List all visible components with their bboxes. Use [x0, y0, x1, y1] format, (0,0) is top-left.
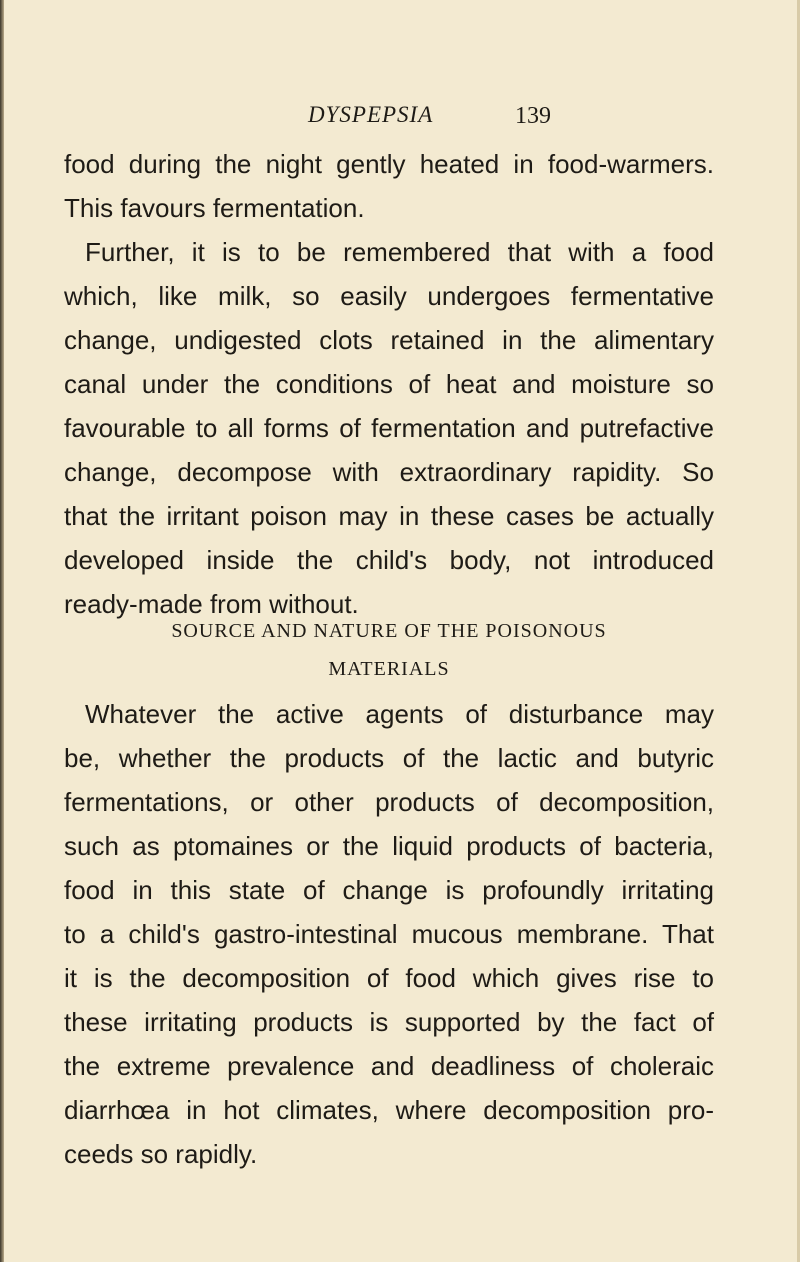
text-line: be, whether the products of the lactic and butyric	[64, 743, 714, 773]
body-text-top	[64, 142, 714, 626]
text-line: to a child's gastro-intestinal mucous membrane. That	[64, 919, 714, 949]
binding-edge	[0, 0, 4, 1262]
text-line: that the irritant poison may in these cases be actually	[64, 501, 714, 531]
text-line: the extreme prevalence and deadliness of choleraic	[64, 1051, 714, 1081]
text-line: This favours fermentation.	[64, 193, 365, 223]
text-line: developed inside the child's body, not introduced	[64, 545, 714, 575]
text-line: change, undigested clots retained in the alimentary	[64, 325, 714, 355]
text-line: such as ptomaines or the liquid products of bacteria,	[64, 831, 714, 861]
section-heading-line: MATERIALS	[328, 658, 450, 680]
text-line: diarrhœa in hot climates, where decomposition pro-	[64, 1095, 714, 1125]
text-line: which, like milk, so easily undergoes fermentative	[64, 281, 714, 311]
paragraph	[64, 692, 714, 1176]
text-line: these irritating products is supported by the fact of	[64, 1007, 714, 1037]
text-line: it is the decomposition of food which gives rise to	[64, 963, 714, 993]
running-title: DYSPEPSIA	[308, 102, 434, 127]
body-text-bottom	[64, 692, 714, 1176]
text-line: canal under the conditions of heat and moisture so	[64, 369, 714, 399]
paragraph	[64, 142, 714, 230]
text-line: favourable to all forms of fermentation and putrefactive	[64, 413, 714, 443]
text-line: Further, it is to be remembered that with a food	[85, 237, 714, 267]
text-line: fermentations, or other products of decomposition,	[64, 787, 714, 817]
running-head	[0, 102, 800, 136]
section-heading-line: SOURCE AND NATURE OF THE POISONOUS	[171, 620, 607, 642]
text-line: ceeds so rapidly.	[64, 1139, 258, 1169]
text-line: ready-made from without.	[64, 589, 359, 619]
section-heading	[64, 612, 714, 688]
text-line: food during the night gently heated in food-warmers.	[64, 149, 714, 179]
text-line: food in this state of change is profoundly irritating	[64, 875, 714, 905]
paragraph	[64, 230, 714, 626]
page-number: 139	[515, 103, 551, 129]
text-line: change, decompose with extraordinary rapidity. So	[64, 457, 714, 487]
text-line: Whatever the active agents of disturbance may	[85, 699, 714, 729]
